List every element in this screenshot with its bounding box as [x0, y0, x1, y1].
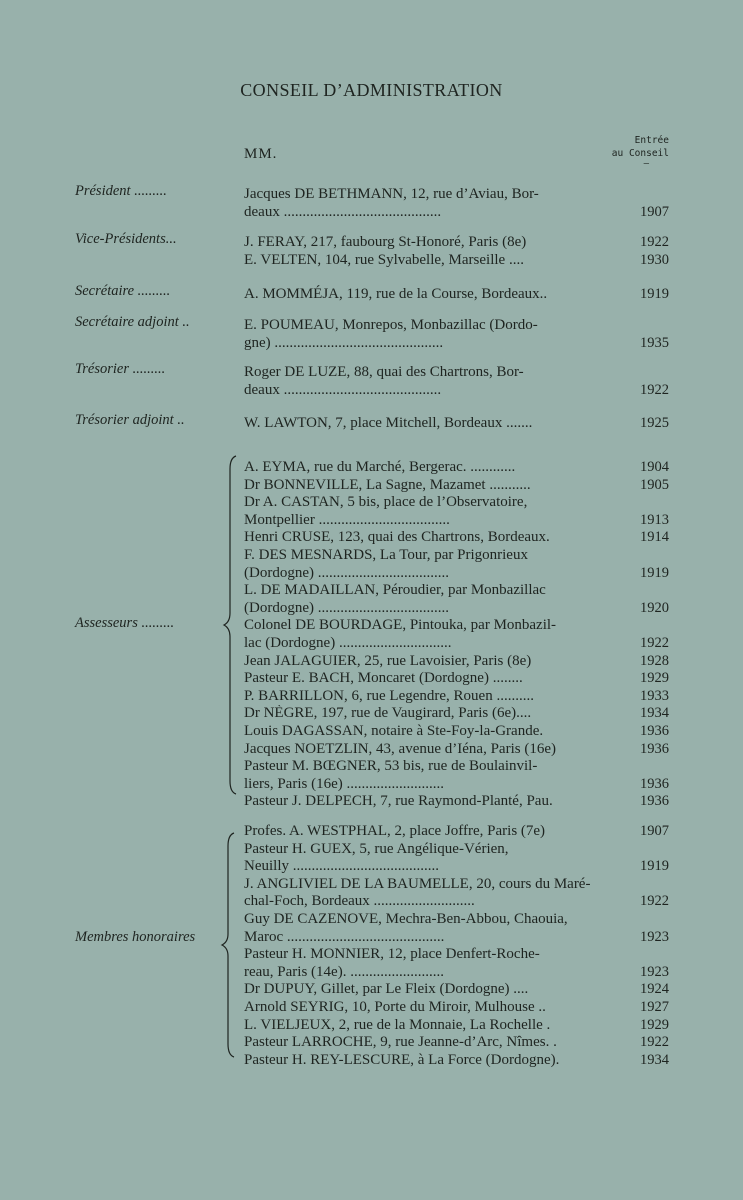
- role-vice-presidents: Vice-Présidents...: [75, 231, 177, 247]
- role-tresorier-adjoint: Trésorier adjoint ..: [75, 412, 185, 428]
- role-tresorier: Trésorier .........: [75, 361, 166, 377]
- role-membres-honoraires: Membres honoraires: [75, 929, 196, 945]
- entry-line: deaux .......................................... 1907: [244, 204, 669, 220]
- entry-year: 1922: [640, 382, 669, 398]
- entry-line: Pasteur E. BACH, Moncaret (Dordogne) ........ 1929: [244, 670, 669, 687]
- entry-line: Guy DE CAZENOVE, Mechra-Ben-Abbou, Chaouia,: [244, 910, 568, 927]
- entry-line: Roger DE LUZE, 88, quai des Chartrons, Bor-: [244, 364, 524, 380]
- entry-year: 1925: [640, 415, 669, 431]
- entry-line: Dr BONNEVILLE, La Sagne, Mazamet ........... 1905: [244, 476, 669, 493]
- entry-year: 1913: [640, 511, 669, 528]
- entry-line: A. EYMA, rue du Marché, Bergerac. ............ 1904: [244, 459, 669, 475]
- entry-line: P. BARRILLON, 6, rue Legendre, Rouen .......... 1933: [244, 687, 669, 704]
- entry-line: Pasteur H. REY-LESCURE, à La Force (Dordogne). 1934: [244, 1051, 669, 1068]
- entry-line: liers, Paris (16e) .......................... 1936: [244, 775, 669, 792]
- entry-line: E. VELTEN, 104, rue Sylvabelle, Marseille .... 1930: [244, 252, 669, 268]
- entry-line: J. FERAY, 217, faubourg St-Honoré, Paris (8e) 1922: [244, 234, 669, 250]
- entry-line: Pasteur H. GUEX, 5, rue Angélique-Vérien,: [244, 840, 509, 857]
- entry-assesseurs: [244, 459, 669, 811]
- entry-year: 1930: [640, 252, 669, 268]
- entry-line: reau, Paris (14e). ......................... 1923: [244, 963, 669, 980]
- entry-year: 1922: [640, 634, 669, 651]
- entry-line: Henri CRUSE, 123, quai des Chartrons, Bordeaux. 1914: [244, 529, 669, 546]
- entry-year: 1927: [640, 998, 669, 1015]
- entry-year: 1929: [640, 670, 669, 687]
- entry-year: 1936: [640, 793, 669, 810]
- page-title: CONSEIL D’ADMINISTRATION: [240, 80, 503, 100]
- entry-line: lac (Dordogne) .............................. 1922: [244, 634, 669, 651]
- entry-secretaire: [244, 285, 669, 303]
- entry-year: 1924: [640, 981, 669, 998]
- role-secretaire: Secrétaire .........: [75, 283, 171, 299]
- entry-line: E. POUMEAU, Monrepos, Monbazillac (Dordo-: [244, 317, 538, 333]
- entry-year: 1907: [640, 204, 669, 220]
- entry-line: Pasteur H. MONNIER, 12, place Denfert-Roche-: [244, 946, 540, 963]
- entry-year: 1920: [640, 599, 669, 616]
- entry-membres-honoraires: [244, 823, 669, 1069]
- entry-vice-presidents: [244, 233, 669, 269]
- entry-line: L. VIELJEUX, 2, rue de la Monnaie, La Rochelle . 1929: [244, 1016, 669, 1033]
- entry-line: J. ANGLIVIEL DE LA BAUMELLE, 20, cours du Maré-: [244, 875, 591, 892]
- entry-line: Jacques DE BETHMANN, 12, rue d’Aviau, Bor-: [244, 186, 539, 202]
- entry-year: 1928: [640, 652, 669, 669]
- entry-year: 1904: [640, 459, 669, 475]
- entry-year: 1905: [640, 476, 669, 493]
- entry-line: Louis DAGASSAN, notaire à Ste-Foy-la-Grande. 1936: [244, 722, 669, 739]
- entry-line: Dr A. CASTAN, 5 bis, place de l’Observatoire,: [244, 494, 528, 511]
- entry-line: A. MOMMÉJA, 119, rue de la Course, Bordeaux.. 1919: [244, 286, 669, 302]
- entry-line: (Dordogne) ................................... 1919: [244, 564, 669, 581]
- entry-year: 1929: [640, 1016, 669, 1033]
- entry-line: L. DE MADAILLAN, Péroudier, par Monbazillac: [244, 582, 546, 599]
- entry-line: Montpellier ................................... 1913: [244, 511, 669, 528]
- header-entree-dash: —: [643, 159, 649, 169]
- entry-year: 1923: [640, 963, 669, 980]
- entry-line: Neuilly ....................................... 1919: [244, 858, 669, 875]
- entry-line: Pasteur M. BŒGNER, 53 bis, rue de Boulainvil-: [244, 758, 538, 775]
- entry-year: 1922: [640, 234, 669, 250]
- entry-year: 1923: [640, 928, 669, 945]
- entry-line: Colonel DE BOURDAGE, Pintouka, par Monbazil-: [244, 617, 557, 634]
- entry-line: W. LAWTON, 7, place Mitchell, Bordeaux ....... 1925: [244, 415, 669, 431]
- header-entree-line2: au Conseil: [611, 148, 669, 159]
- entry-tresorier-adjoint: [244, 414, 669, 432]
- role-president: Président .........: [75, 183, 167, 199]
- entry-line: F. DES MESNARDS, La Tour, par Prigonrieux: [244, 546, 528, 563]
- role-assesseurs: Assesseurs .........: [75, 615, 175, 631]
- entry-president: [244, 185, 669, 221]
- entry-line: Jacques NOETZLIN, 43, avenue d’Iéna, Paris (16e) 1936: [244, 740, 669, 757]
- entry-line: Dr NÈGRE, 197, rue de Vaugirard, Paris (6e).... 1934: [244, 705, 669, 722]
- entry-year: 1907: [640, 823, 669, 839]
- entry-line: Maroc .......................................... 1923: [244, 928, 669, 945]
- entry-line: gne) ............................................. 1935: [244, 335, 669, 351]
- role-secretaire-adjoint: Secrétaire adjoint ..: [75, 314, 190, 330]
- entry-year: 1935: [640, 335, 669, 351]
- entry-line: Dr DUPUY, Gillet, par Le Fleix (Dordogne) .... 1924: [244, 981, 669, 998]
- entry-year: 1922: [640, 1034, 669, 1051]
- entry-year: 1933: [640, 687, 669, 704]
- entry-line: Jean JALAGUIER, 25, rue Lavoisier, Paris (8e) 1928: [244, 652, 669, 669]
- entry-line: deaux .......................................... 1922: [244, 382, 669, 398]
- entry-line: Arnold SEYRIG, 10, Porte du Miroir, Mulhouse .. 1927: [244, 998, 669, 1015]
- entry-line: Profes. A. WESTPHAL, 2, place Joffre, Paris (7e) 1907: [244, 823, 669, 839]
- entry-line: chal-Foch, Bordeaux ........................... 1922: [244, 893, 669, 910]
- entry-year: 1934: [640, 1051, 669, 1068]
- entry-line: Pasteur LARROCHE, 9, rue Jeanne-d’Arc, Nîmes. . 1922: [244, 1034, 669, 1051]
- entry-year: 1934: [640, 705, 669, 722]
- entry-year: 1922: [640, 893, 669, 910]
- entry-line: (Dordogne) ................................... 1920: [244, 599, 669, 616]
- entry-secretaire-adjoint: [244, 316, 669, 352]
- entry-line: Pasteur J. DELPECH, 7, rue Raymond-Planté, Pau. 1936: [244, 793, 669, 810]
- entry-year: 1919: [640, 286, 669, 302]
- entry-year: 1936: [640, 775, 669, 792]
- header-mm: MM.: [244, 146, 278, 162]
- entry-year: 1936: [640, 740, 669, 757]
- entry-year: 1919: [640, 858, 669, 875]
- entry-year: 1936: [640, 722, 669, 739]
- entry-year: 1919: [640, 564, 669, 581]
- entry-year: 1914: [640, 529, 669, 546]
- header-entree-line1: Entrée: [634, 135, 669, 146]
- entry-tresorier: [244, 363, 669, 399]
- header-entree-au-conseil: [579, 134, 669, 168]
